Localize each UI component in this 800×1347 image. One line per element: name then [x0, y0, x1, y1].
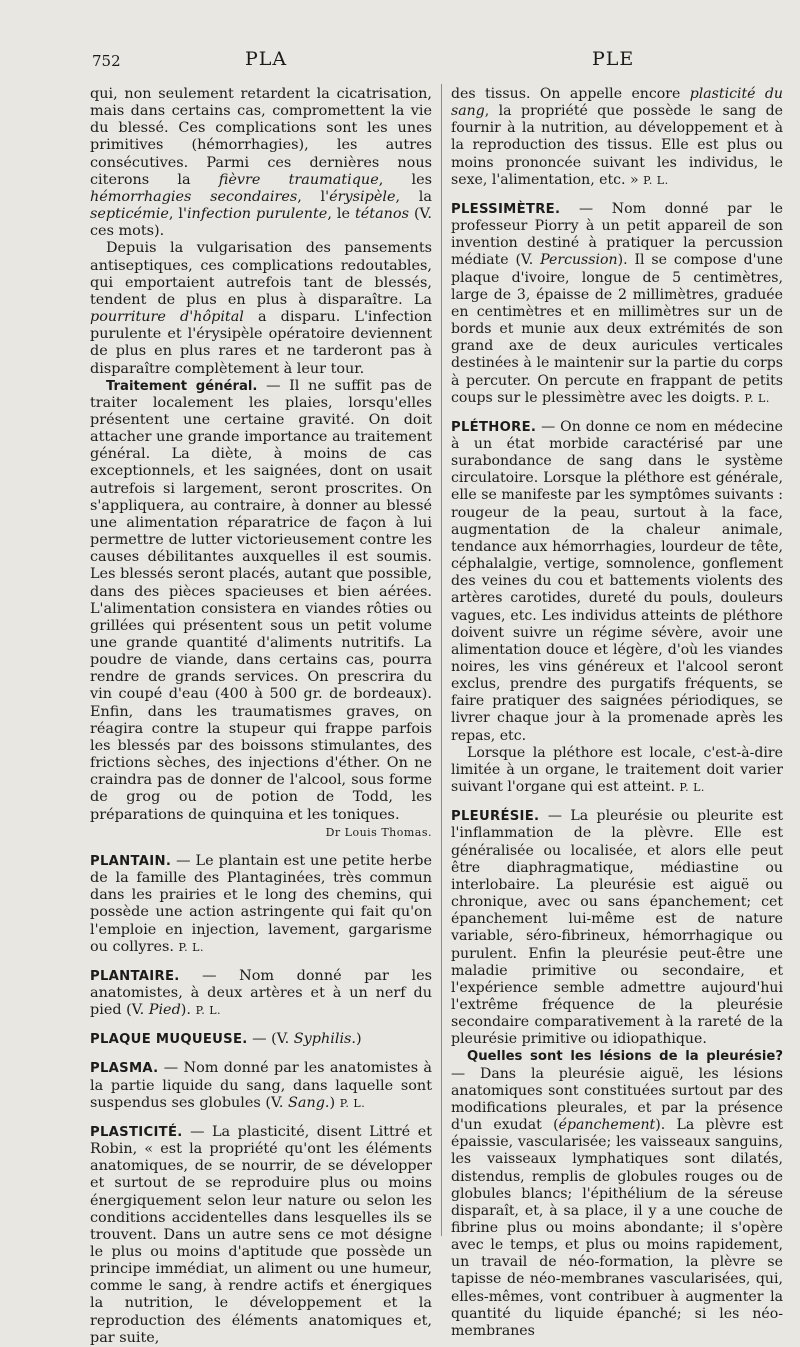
headword-plaque-muqueuse: PLAQUE MUQUEUSE.	[90, 1032, 248, 1048]
paragraph-plasticite-cont: des tissus. On appelle encore plasticité du sang, la propriété que possède le sang de fournir à la nutrition, au développement et à la reproduction des tissus. Elle est plus ou moins prononcée suivant les individus, le sexe, l'alimentation, etc. » P. L.	[451, 86, 783, 188]
entry-plaque-muqueuse: PLAQUE MUQUEUSE. — (V. Syphilis.)	[90, 1031, 362, 1048]
headword-plethore: PLÉTHORE.	[451, 419, 537, 435]
page-header	[0, 48, 800, 76]
entry-plantaire: PLANTAIRE. — Nom donné par les anatomistes, à deux artères et à un nerf du pied (V. Pied). P. L.	[90, 967, 432, 1019]
headword-plessimetre: PLESSIMÈTRE.	[451, 201, 561, 217]
entry-plasma: PLASMA. — Nom donné par les anatomistes à la partie liquide du sang, dans laquelle sont suspendus ses globules (V. Sang.) P. L.	[90, 1060, 432, 1111]
subheading-traitement: Traitement général.	[106, 378, 258, 394]
paragraph-complications: qui, non seulement retardent la cicatrisation, mais dans certains cas, compromettent la vie du blessé. Ces complications sont les unes primitives (hémorrhagies), les autres consécutives. Parmi ces dernières nous citerons la fièvre traumatique, les hémorrhagies secondaires, l'érysipèle, la septicémie, l'infection purulente, le tétanos (V. ces mots).	[90, 86, 433, 240]
left-column	[90, 86, 432, 1347]
page-number: 752	[92, 52, 121, 70]
entry-plessimetre: PLESSIMÈTRE. — Nom donné par le professeur Piorry à un petit appareil de son invention destiné à pratiquer la percussion médiate (V. Percussion). Il se compose d'une plaque d'ivoire, longue de 5 centimètres, large de 3, épaisse de 2 millimètres, graduée en centimètres et en millimètres sur un de bords et munie aux deux extrémités de son grand axe de deux auricules verticales destinées à le maintenir sur la partie du corps à percuter. On percute en frappant de petits coups sur le plessimètre avec les doigts. P. L.	[451, 200, 784, 406]
paragraph-plethore-locale: Lorsque la pléthore est locale, c'est-à-dire limitée à un organe, le traitement doit varier suivant l'organe qui est atteint. P. L.	[451, 744, 783, 796]
headword-plasticite: PLASTICITÉ.	[90, 1124, 183, 1140]
entry-plantain: PLANTAIN. — Le plantain est une petite herbe de la famille des Plantaginées, très commun dans les prairies et le long des chemins, qui possède une action astringente qui fait qu'on l'emploie en injection, lavement, gargarisme ou collyres. P. L.	[90, 852, 432, 955]
paragraph-traitement-general: Traitement général. — Il ne suffit pas de traiter localement les plaies, lorsqu'elles présentent une certaine gravité. On doit attacher une grande importance au traitement général. La diète, à moins de cas exceptionnels, et les saignées, dont on usait autrefois si largement, seront proscrites. On s'appliquera, au contraire, à donner au blessé une alimentation réparatrice de façon à lui permettre de lutter victorieusement contre les causes débilitantes auxquelles il est soumis. Les blessés seront placés, autant que possible, dans des pièces spacieuses et bien aérées. L'alimentation consistera en viandes rôties ou grillées qui présentent sous un petit volume une grande quantité d'aliments nutritifs. La poudre de viande, dans certains cas, pourra rendre de grands services. On prescrira du vin coupé d'eau (400 à 500 gr. de bordeaux). Enfin, dans les traumatismes graves, on réagira contre la stupeur qui frappe parfois les blessés par des boissons stimulantes, des frictions sèches, des injections d'éther. On ne craindra pas de donner de l'alcool, sous forme de grog ou de potion de Todd, les préparations de quinquina et les toniques.	[90, 377, 432, 823]
running-head-left: PLA	[245, 48, 288, 70]
entry-pleuresie: PLEURÉSIE. — La pleurésie ou pleurite est l'inflammation de la plèvre. Elle est généralisée ou localisée, et alors elle peut être diaphragmatique, médiastine ou interlobaire. La pleurésie est aiguë ou chronique, avec ou sans épanchement; cet épanchement lui-même est de nature variable, séro-fibrineux, hémorrhagique ou purulent. Enfin la pleurésie peut-être une maladie primitive ou secondaire, et l'expérience semble admettre aujourd'hui l'extrême fréquence de la pleurésie secondaire comparativement à la rareté de la pleurésie primitive ou idiopathique.	[451, 808, 783, 1048]
entry-plasticite: PLASTICITÉ. — La plasticité, disent Littré et Robin, « est la propriété qu'ont les éléments anatomiques, de se nourrir, de se développer et surtout de se reproduire plus ou moins énergiquement selon leur nature ou selon les conditions accidentelles dans lesquelles ils se trouvent. Dans un autre sens ce mot désigne le plus ou moins d'aptitude que possède un principe immédiat, un aliment ou une humeur, comme le sang, à rendre actifs et énergiques la nutrition, le développement et la reproduction des éléments anatomiques et, par suite,	[90, 1123, 432, 1346]
entry-plethore: PLÉTHORE. — On donne ce nom en médecine à un état morbide caractérisé par une surabondance de sang dans le système circulatoire. Lorsque la pléthore est générale, elle se manifeste par les symptômes suivants : rougeur de la peau, surtout à la face, augmentation de la chaleur animale, tendance aux hémorrhagies, lourdeur de tête, céphalalgie, vertige, somnolence, gonflement des veines du cou et battements violents des artères carotides, dureté du pouls, douleurs vagues, etc. Les individus atteints de pléthore doivent suivre un régime sévère, avoir une alimentation douce et légère, d'où les viandes noires, les vins généreux et l'alcool seront exclus, prendre des purgatifs fréquents, se faire pratiquer des saignées périodiques, se livrer chaque jour à la promenade après les repas, etc.	[451, 418, 783, 744]
paragraph-antiseptic: Depuis la vulgarisation des pansements antiseptiques, ces complications redoutables, qui emportaient autrefois tant de blessés, tendent de plus en plus à disparaître. La pourriture d'hôpital a disparu. L'infection purulente et l'érysipèle opératoire deviennent de plus en plus rares et ne tarderont pas à disparaître complètement à leur tour.	[90, 240, 433, 377]
column-divider	[441, 84, 442, 1236]
right-column	[451, 86, 783, 1340]
headword-plantain: PLANTAIN.	[90, 853, 172, 869]
headword-plantaire: PLANTAIRE.	[90, 968, 180, 984]
signature-thomas: Dr Louis Thomas.	[325, 825, 432, 839]
running-head-right: PLE	[592, 48, 635, 70]
headword-plasma: PLASMA.	[90, 1061, 159, 1077]
subheading-lesions: Quelles sont les lésions de la pleurésie?	[467, 1049, 783, 1065]
headword-pleuresie: PLEURÉSIE.	[451, 809, 540, 825]
paragraph-lesions: Quelles sont les lésions de la pleurésie? — Dans la pleurésie aiguë, les lésions anatomiques sont constituées surtout par des modifications pleurales, et par la présence d'un exudat (épanchement). La plèvre est épaissie, vascularisée; les vaisseaux sanguins, les vaisseaux lymphatiques sont dilatés, distendus, remplis de globules rouges ou de globules blancs; l'épithélium de la séreuse disparaît, et, à sa place, il y a une couche de fibrine plus ou moins abondante; il s'opère avec le temps, et plus ou moins rapidement, un travail de néo-formation, la plèvre se tapisse de néo-membranes vascularisées, qui, elles-mêmes, vont contribuer à augmenter la quantité du liquide épanché; si les néo-membranes	[451, 1049, 784, 1339]
